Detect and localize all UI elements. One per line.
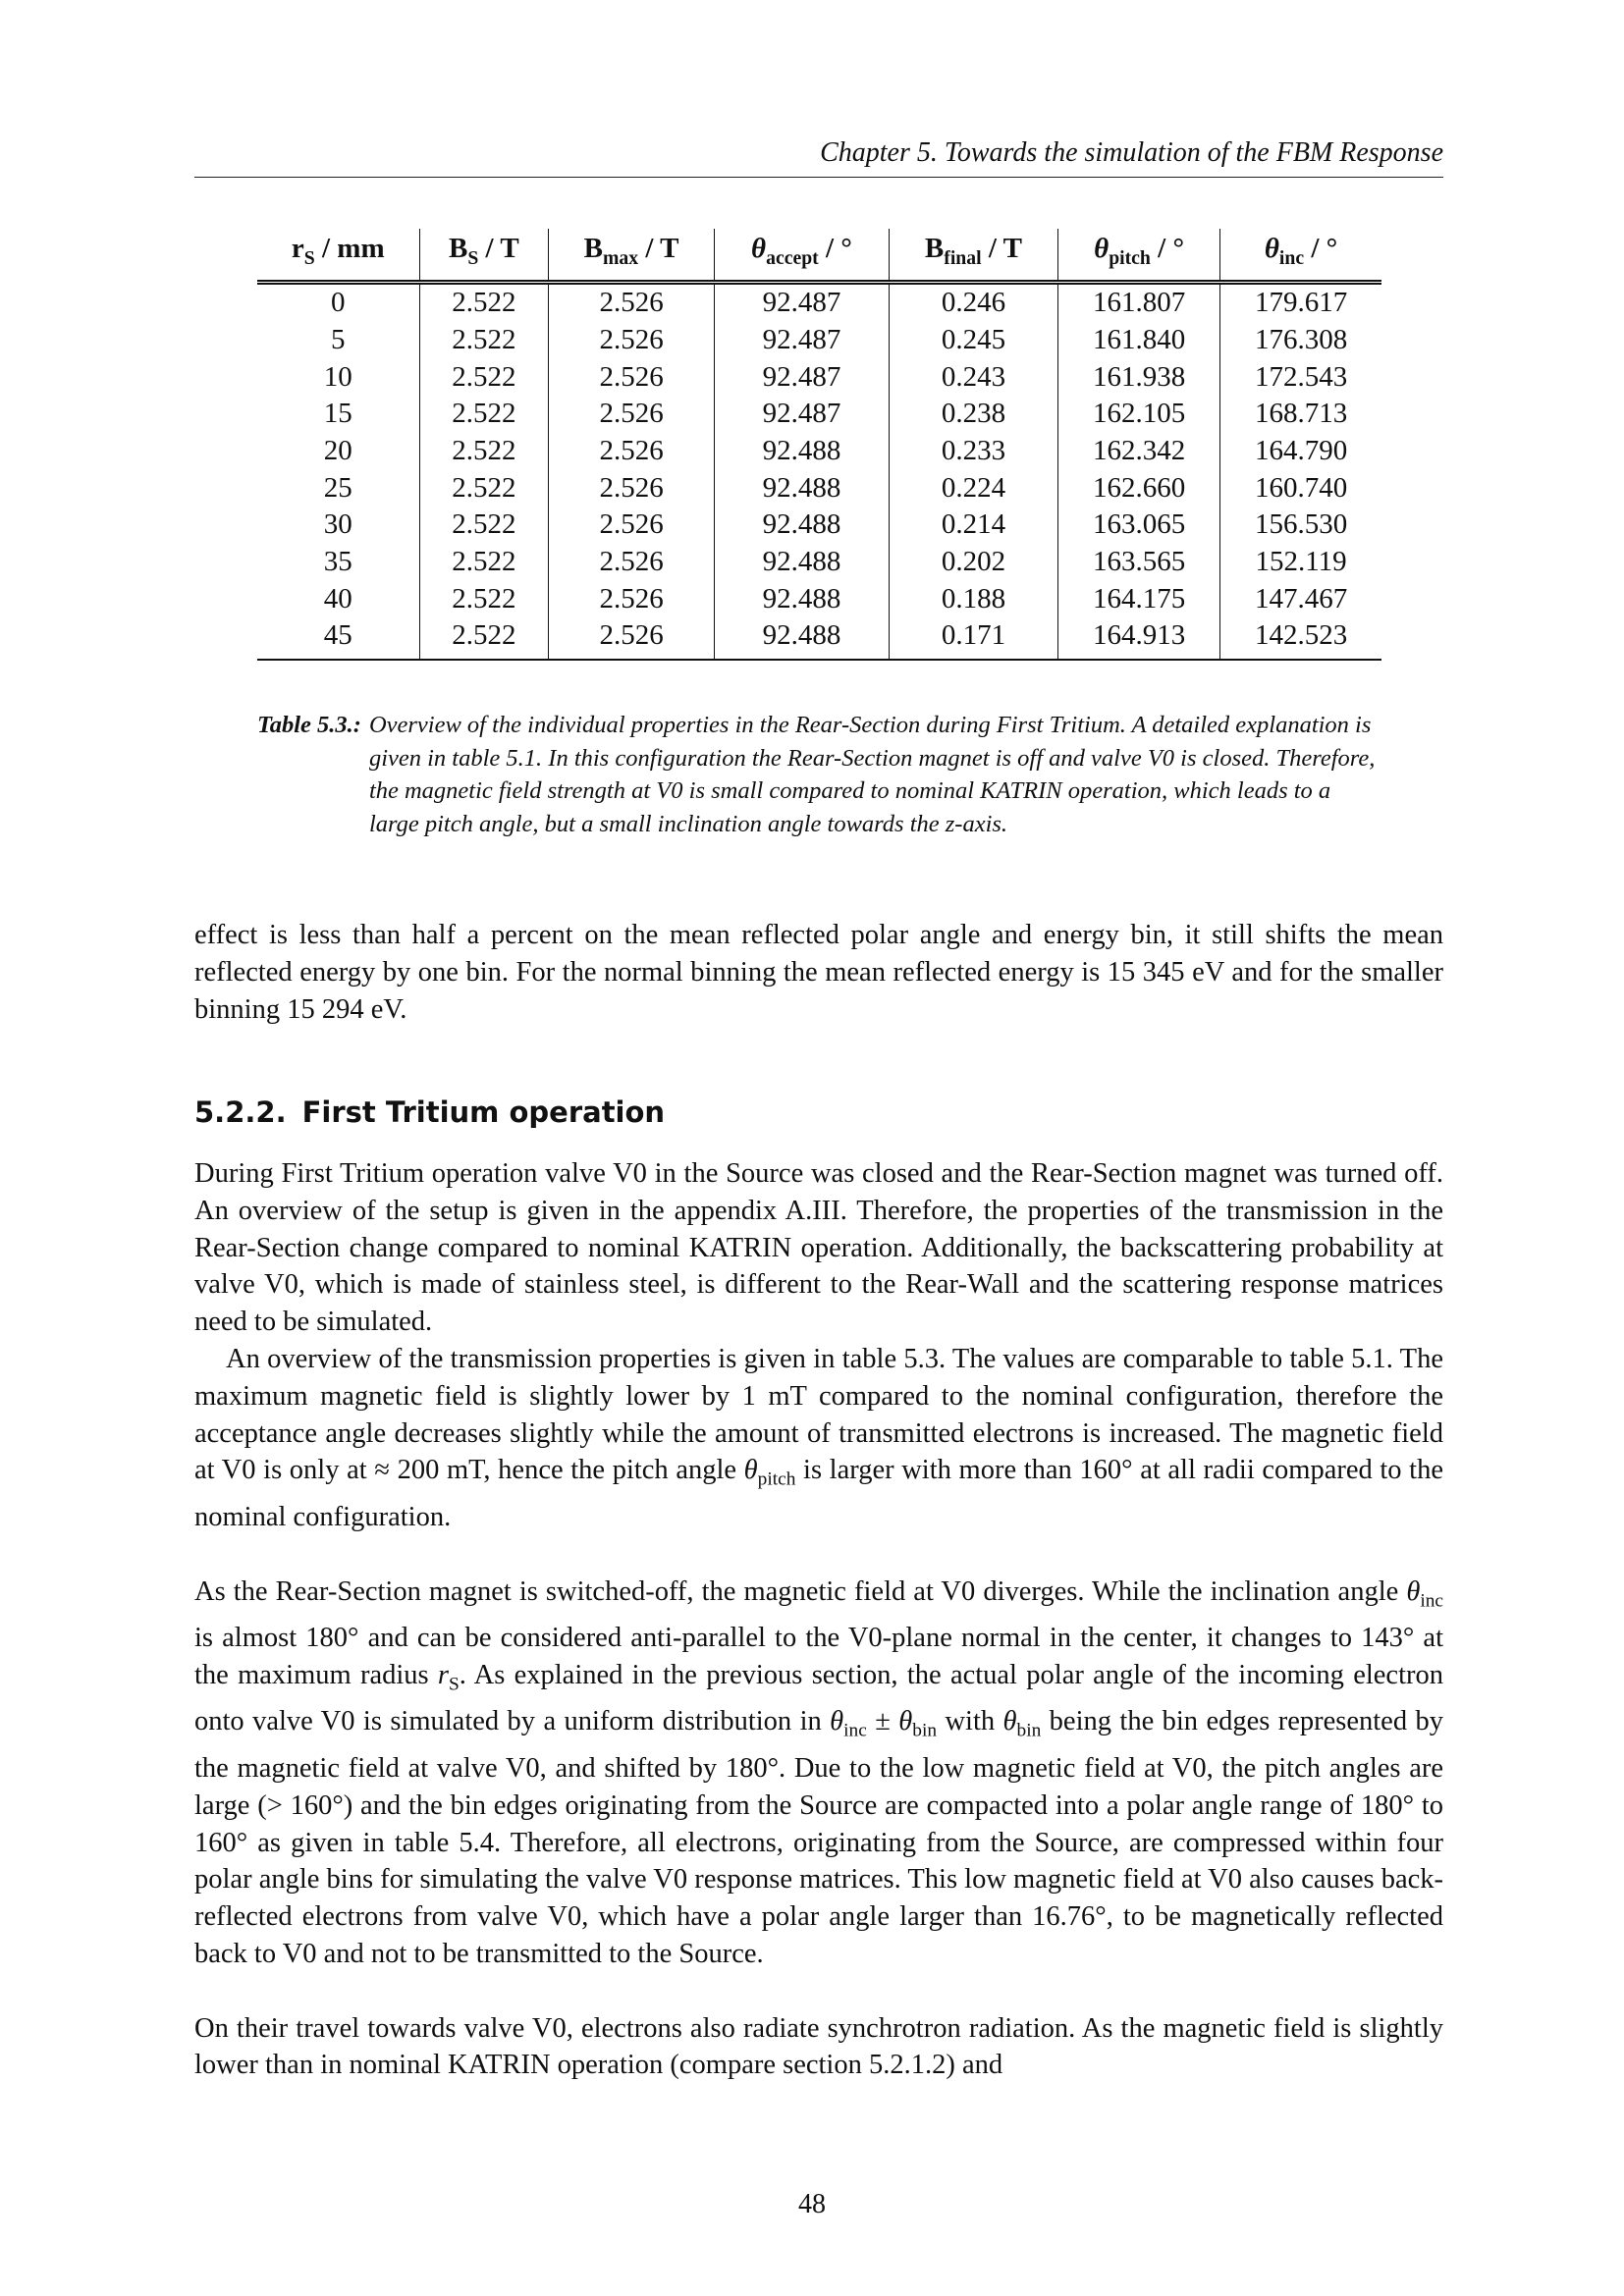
table-row — [257, 282, 1381, 321]
table-cell: 2.522 — [419, 433, 549, 470]
table-cell: 162.342 — [1058, 433, 1220, 470]
table-cell: 0.243 — [889, 358, 1057, 396]
table-cell: 2.526 — [549, 282, 715, 321]
table-cell: 92.487 — [715, 282, 890, 321]
column-header: $\theta_{inc}$ / ° — [1220, 229, 1381, 282]
paragraph-continued — [194, 917, 1443, 1028]
table-row — [257, 433, 1381, 470]
column-header: $B_{max}$ / T — [549, 229, 715, 282]
table-cell: 2.522 — [419, 358, 549, 396]
table-row — [257, 396, 1381, 433]
table-cell: 2.526 — [549, 580, 715, 617]
column-header: $r_S$ / mm — [257, 229, 419, 282]
table-caption — [257, 709, 1381, 840]
paragraph-text: effect is less than half a percent on the mean reflected polar angle and energy bin, it still shifts the mean reflected energy by one bin. For the normal binning the mean reflected energy is 15 345 eV and for the smaller binning 15 294 eV. — [194, 920, 1443, 1025]
paragraph-3: As the Rear-Section magnet is switched-off, the magnetic field at V0 diverges. While the inclination angle $\theta_{inc}$ is almost 180° and can be considered anti-parallel to the V0-plane normal in the center, it changes to 143° at the maximum radius $r_S$. As explained in the previous section, the actual polar angle of the incoming electron onto valve V0 is simulated by a uniform distribution in $\theta_{inc} \pm \theta_{bin}$ with $\theta_{bin}$ being the bin edges represented by the magnetic field at valve V0, and shifted by 180°. Due to the low magnetic field at V0, the pitch angles are large (> 160°) and the bin edges originating from the Source are compacted into a polar angle range of 180° to 160° as given in table 5.4. Therefore, all electrons, originating from the Source, are compressed within four polar angle bins for simulating the valve V0 response matrices. This low magnetic field at V0 also causes back-reflected electrons from valve V0, which have a polar angle larger than 16.76°, to be magnetically reflected back to V0 and not to be transmitted to the Source. — [194, 1575, 1443, 1969]
table-cell: 2.522 — [419, 617, 549, 660]
table-cell: 0.233 — [889, 433, 1057, 470]
table-cell: 40 — [323, 582, 352, 614]
table-cell: 163.065 — [1058, 507, 1220, 544]
table-cell: 2.522 — [419, 544, 549, 581]
section-title: First Tritium operation — [301, 1095, 666, 1129]
table-cell: 172.543 — [1220, 358, 1381, 396]
table-cell: 161.807 — [1058, 282, 1220, 321]
table-cell: 30 — [323, 508, 352, 541]
table-header-row — [257, 229, 1381, 282]
table-cell: 35 — [323, 545, 352, 577]
table-cell: 15 — [323, 398, 352, 430]
section-heading — [194, 1095, 665, 1129]
table-cell: 0.188 — [889, 580, 1057, 617]
table-cell: 92.488 — [715, 544, 890, 581]
paragraph-4: On their travel towards valve V0, electrons also radiate synchrotron radiation. As the magnetic field is slightly lower than in nominal KATRIN operation (compare section 5.2.1.2) and — [194, 2012, 1443, 2081]
table-cell: 142.523 — [1220, 617, 1381, 660]
table-cell: 176.308 — [1220, 321, 1381, 358]
table-cell: 0.224 — [889, 469, 1057, 507]
section-number: 5.2.2. — [194, 1095, 287, 1129]
table-cell: 168.713 — [1220, 396, 1381, 433]
table-cell: 164.790 — [1220, 433, 1381, 470]
table-cell: 20 — [323, 434, 352, 466]
table-cell: 2.522 — [419, 580, 549, 617]
table-cell: 156.530 — [1220, 507, 1381, 544]
table-cell: 162.660 — [1058, 469, 1220, 507]
table-cell: 92.488 — [715, 433, 890, 470]
table-cell: 0.246 — [889, 282, 1057, 321]
table-cell: 163.565 — [1058, 544, 1220, 581]
table-row — [257, 507, 1381, 544]
table-cell: 179.617 — [1220, 282, 1381, 321]
table-cell: 92.488 — [715, 507, 890, 544]
table-cell: 2.522 — [419, 396, 549, 433]
table-cell: 164.175 — [1058, 580, 1220, 617]
section-body — [194, 1155, 1443, 2084]
table-cell: 2.522 — [419, 321, 549, 358]
caption-text: Overview of the individual properties in the Rear-Section during First Tritium. A detailed explanation is given in table 5.1. In this configuration the Rear-Section magnet is off and valve V0 is closed. Therefore, the magnetic field strength at V0 is small compared to nominal KATRIN operation, which leads to a large pitch angle, but a small inclination angle towards the z-axis. — [368, 712, 1376, 837]
table-cell: 2.526 — [549, 469, 715, 507]
table-cell: 152.119 — [1220, 544, 1381, 581]
table-cell: 0.202 — [889, 544, 1057, 581]
table-cell: 2.522 — [419, 282, 549, 321]
table-cell: 160.740 — [1220, 469, 1381, 507]
table-row — [257, 580, 1381, 617]
table-cell: 0.171 — [889, 617, 1057, 660]
table-cell: 25 — [323, 471, 352, 504]
table-cell: 92.488 — [715, 469, 890, 507]
table-cell: 45 — [257, 617, 419, 660]
table-cell: 92.487 — [715, 358, 890, 396]
table-cell: 2.526 — [549, 396, 715, 433]
table-cell: 161.938 — [1058, 358, 1220, 396]
table-row — [257, 544, 1381, 581]
table-cell: 2.526 — [549, 507, 715, 544]
table-cell: 2.526 — [549, 321, 715, 358]
table-cell: 5 — [331, 323, 346, 355]
table-cell: 0.214 — [889, 507, 1057, 544]
paragraph-2: An overview of the transmission properties is given in table 5.3. The values are comparable to table 5.1. The maximum magnetic field is slightly lower by 1 mT compared to the nominal configuration, therefore the acceptance angle decreases slightly while the amount of transmitted electrons is increased. The magnetic field at V0 is only at ≈ 200 mT, hence the pitch angle $\theta_{pitch}$ is larger with more than 160° at all radii compared to the nominal configuration. — [194, 1343, 1443, 1532]
table-cell: 92.488 — [715, 617, 890, 660]
column-header: $B_S$ / T — [419, 229, 549, 282]
caption-label: Table 5.3.: — [257, 712, 361, 738]
column-header: $\theta_{pitch}$ / ° — [1058, 229, 1220, 282]
paragraph-1: During First Tritium operation valve V0 in the Source was closed and the Rear-Section magnet was turned off. An overview of the setup is given in the appendix A.III. Therefore, the properties of the transmission in the Rear-Section change compared to nominal KATRIN operation. Additionally, the backscattering probability at valve V0, which is made of stainless steel, is different to the Rear-Wall and the scattering response matrices need to be simulated. — [194, 1158, 1443, 1338]
table-cell: 2.526 — [549, 433, 715, 470]
table-row — [257, 321, 1381, 358]
table-row — [257, 469, 1381, 507]
table-cell: 161.840 — [1058, 321, 1220, 358]
table-cell: 92.487 — [715, 396, 890, 433]
table-cell: 164.913 — [1058, 617, 1220, 660]
page-number: 48 — [798, 2189, 826, 2219]
table-cell: 2.526 — [549, 544, 715, 581]
table-cell: 92.488 — [715, 580, 890, 617]
table-cell: 147.467 — [1220, 580, 1381, 617]
table-cell: 2.526 — [549, 617, 715, 660]
column-header: $B_{final}$ / T — [889, 229, 1057, 282]
table-row — [257, 617, 1381, 660]
table-cell: 10 — [323, 360, 352, 393]
running-header: Chapter 5. Towards the simulation of the FBM Response — [194, 137, 1443, 178]
table-cell: 2.526 — [549, 358, 715, 396]
table-cell: 92.487 — [715, 321, 890, 358]
rear-section-properties-table — [257, 229, 1381, 661]
table-cell: 2.522 — [419, 507, 549, 544]
table-cell: 0.245 — [889, 321, 1057, 358]
table-cell: 0 — [331, 287, 346, 319]
table-cell: 0.238 — [889, 396, 1057, 433]
column-header: $\theta_{accept}$ / ° — [715, 229, 890, 282]
table-cell: 2.522 — [419, 469, 549, 507]
table-cell: 162.105 — [1058, 396, 1220, 433]
table-row — [257, 358, 1381, 396]
